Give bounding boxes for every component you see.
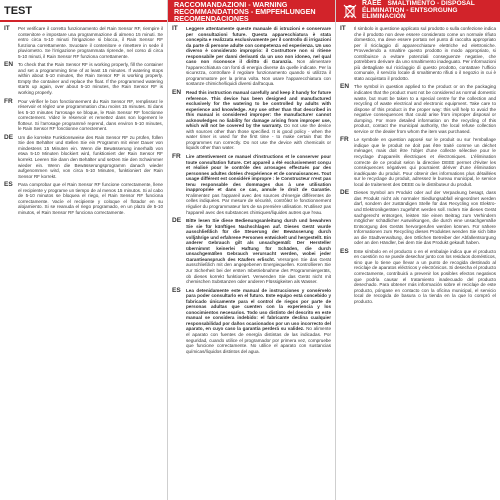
- test-entry-it: [4, 26, 163, 59]
- paragraph: [186, 90, 331, 151]
- paragraph: Per verificare il corretto funzionamento del Rain Sensor RF, riempire il contenitore e impostare una programmazione di almeno 15 minuti. Se entro circa 5-10 minuti l'irrigazione si blocca, il Rain Sensor RF funziona correttamente. Svuotare il contenitore e rimettere in sede il pluviometro. Se l'irrigazione programmata riprende, nel corso di circa 5-10 minuti, il Rain Sensor RF funziona correttamente.: [18, 26, 163, 59]
- paragraph-bold: Lea detenidamente este manual de instrucciones y consérvelo para poder consultarlo en el futuro. Este equipo está concebido y fabricado únicamente para el control de riegos por parte de personas adultas que cuenten con la experiencia y los conocimientos necesarios. Todo uso distinto del descrito en este manual se considera indebido: el fabricante declina cualquier responsabilidad por daños ocasionados por un uso incorrecto del aparato, en cuyo caso la garantía perderá su validez.: [186, 287, 331, 332]
- warnings-body: [168, 22, 335, 354]
- paragraph: [186, 288, 331, 355]
- lang-code: FR: [4, 97, 13, 105]
- lang-code: ES: [172, 286, 181, 294]
- warnings-header: RACCOMANDAZIONI - WARNING RECOMMANDATIONS - EMPFEHLUNGEN RECOMENDACIONES: [168, 0, 335, 22]
- test-entry-fr: [4, 99, 163, 132]
- paragraph: Dieses Symbol am Produkt oder auf der Verpackung besagt, dass das Produkt nicht als normaler Siedlungsabfall eingeordnet werden darf, sondern der zuständigen Stelle für das Recycling von Elektro- und Elektronikgeräten zugeführt werden soll. Indem Sie dieses Gerät sachgerecht entsorgen, leisten Sie einen Beitrag zum Verhindern möglicher schädlicher Auswirkungen, die durch eine unsachgemäße Entsorgung des Geräts hervorgerufen werden können. Für nähere Informationen zum Recycling dieses Produktes wenden Sie sich bitte an die Stadtverwaltung, den örtlichen Betreiber der Abfallentsorgung oder an den Händler, bei dem Sie das Produkt gekauft haben.: [354, 190, 496, 246]
- lang-code: ES: [340, 247, 349, 255]
- paragraph: [186, 26, 331, 87]
- test-header: TEST: [0, 0, 167, 22]
- paragraph-normal: N'alimentez pas l'appareil avec des sources d'énergie différentes de celles indiquées. Par mesure de sécurité, contrôlez le fonctionnement régulier du programmateur lors de sa première utilisation. N'utilisez pas l'appareil avec des substances chimiques/liquides autres que l'eau.: [186, 192, 331, 215]
- warn-entry-de: [172, 218, 331, 285]
- paragraph: The symbol in question applied to the product or on the packaging indicates that the product must not be considered as normal domestic waste, but must be taken to a special centre for the collection and recycling of waste electrical and electronic equipment. Take care to dispose of this product in the proper way: this will help to avoid the negative consequences that could arise from improper disposal or dumping. For more detailed information on the recycling of this product, contact the municipal authority, the local refuse collection service or the dealer from whom the item was purchased.: [354, 84, 496, 134]
- paragraph: Il simbolo in questione applicato sul prodotto o sulla confezione indica che il prodotto non deve essere considerato come un normale rifiuto domestico, ma deve essere portato nel punto di raccolta appropriato per il riciclaggio di apparecchiature elettriche ed elettroniche. Provvedendo a smaltire questo prodotto in modo appropriato, si contribuisce a evitare potenziali conseguenze negative, che potrebbero derivare da uno smaltimento inadeguato. Per informazioni più dettagliate sul riciclaggio di questo prodotto, contattare l'ufficio comunale, il servizio locale di smaltimento rifiuti o il negozio in cui è stato acquistato il prodotto.: [354, 26, 496, 81]
- lang-code: EN: [340, 83, 350, 91]
- warn-entry-es: [172, 288, 331, 355]
- lang-code: EN: [172, 89, 182, 97]
- raee-entry-it: [340, 26, 496, 81]
- raee-entry-es: [340, 249, 496, 304]
- lang-code: FR: [340, 136, 349, 144]
- disposal-title-text: SMALTIMENTO - DISPOSAL ÉLIMINATION - ENTSORGUNG ELIMINACIÓN: [362, 0, 475, 21]
- lang-code: IT: [4, 25, 10, 32]
- paragraph: Este símbolo en el producto o en el embalaje indica que el producto en cuestión no se puede desechar junto con los residuos domésticos, sino que lo tiene que llevar a un punto de recogida destinado al reciclaje de aparatos eléctricos y electrónicos. Si desecha el producto correctamente, contribuirá a prevenir los posibles efectos negativos que podría causar el tratamiento inadecuado del producto desechado. Para obtener más información sobre el reciclaje de este producto, póngase en contacto con la oficina municipal, el servicio local de recogida de basura o la tienda en la que lo compró el producto.: [354, 248, 496, 304]
- paragraph: Pour vérifier le bon fonctionnement du Rain Sensor RF, remplissez le réservoir et réglez une programmation d'au moins 15 minutes. Si dans les 5-10 minutes l'arrosage se bloque, le Rain Sensor RF fonctionne correctement. Videz le réservoir et remettez dans son logement le flotteur. Si l'arrosage programmé reprend, dans environ 5-10 minutes, le Rain Sensor RF fonctionne correctement.: [18, 98, 163, 132]
- paragraph-bold: Lire attentivement ce manuel d'instructions et le conserver pour toute consultation future. Cet appareil a été exclusivement conçu et réalisé pour le contrôle des arrosages effectués par des personnes adultes dotées d'expérience et de connaissances. Tout usage différent est considéré impropre : le Constructeur n'est pas tenu responsable des dommages dus à une utilisation inappropriée et dans ce cas, annule le droit de Garantie.: [186, 154, 331, 193]
- paragraph-bold: Bitte lesen Sie diese Bedienungsanleitung durch und bewahren Sie sie für künftiges Nachschlagen auf. Dieses Gerät wurde ausschließlich für die Steuerung der Bewässerung durch volljährige und erfahrene Personen entwickelt und hergestellt. Ein anderer Gebrauch gilt als unsachgemäß: Der Hersteller übernimmt keinerlei Haftung für Schäden, die durch unsachgemäßen Gebrauch verursacht werden, wobei jeder Garantieanspruch des Käufers erlischt.: [186, 218, 331, 262]
- lang-code: IT: [340, 25, 346, 32]
- paragraph: [186, 218, 331, 285]
- lang-code: DE: [340, 189, 350, 197]
- test-entry-de: [4, 135, 163, 179]
- warn-entry-it: [172, 26, 331, 87]
- paragraph-normal: Do not use the device with sources other than those specified. It is good policy - when the water timer is used for the first time - to make certain that the programmes run correctly. Do not use the device with chemicals or liquids other than water.: [186, 123, 332, 151]
- test-column: [0, 0, 168, 500]
- lang-code: EN: [4, 61, 14, 69]
- paragraph-normal: Versorgen Sie das Gerät ausschließlich mit den angegebenen Energiequellen. Kontrollieren Sie zur Sicherheit bei der ersten Inbetriebnahme des Programmiergeräts, ob dieses korrekt funktioniert. Verwenden Sie das Gerät nicht mit chemischen Substanzen oder anderen Flüssigkeiten als Wasser.: [186, 256, 332, 285]
- paragraph-bold: Leggere attentamente queste manuale di istruzioni e conservare per consultazioni future. Questa apparecchiatura è stata concepita e realizzata esclusivamente per il controllo di irrigazioni da parte di persone adulte con competenza ed esperienza. Un uso diverso è considerato improprio: il Costruttore non si ritiene responsabile per danni derivanti da un uso non idoneo, nel qual caso non riconosce il diritto di Garanzia.: [186, 26, 331, 65]
- paragraph-normal: No alimente el aparato con fuentes de energía distintas de las indicadas. Por seguridad, cuando utilice el programador por primera vez, compruebe que funcione correctamente. No utilice el aparato con sustancias químicas/líquidos distintos del agua.: [186, 326, 331, 354]
- paragraph: [186, 154, 331, 215]
- paragraph-bold: Read this instruction manual carefully and keep it handy for future reference. This device has been designed and manufactured exclusively for the watering to be controlled by adults with experience and knowledge. Any use other than that described in this manual is considered improper: the manufacturer cannot acknowledges no liability for damage arising from improper use, which will not be covered by the warranty.: [186, 90, 331, 129]
- disposal-body: [336, 22, 500, 304]
- paragraph: To check that the Rain Sensor RF is working properly, fill the container and set a programming time of at least 15 minutes. If watering stops within about 5-10 minutes, the Rain Sensor RF is working properly. Empty the container and replace the float. If the programmed watering starts up again, over about 5-10 minutes, the Rain Sensor RF is working properly.: [18, 62, 163, 96]
- warnings-column: [168, 0, 336, 500]
- raee-entry-de: [340, 190, 496, 245]
- crossed-bin-icon: [342, 3, 358, 19]
- lang-code: DE: [172, 217, 182, 225]
- paragraph: Um die korrekte Funktionsweise des Rain Sensor RF zu prüfen, füllen Sie den Behälter und stellen Sie ein Programm mit einer Dauer von mindestens 15 Minuten ein. Wenn die Bewässerung innerhalb von etwa 5-10 Minuten blockiert wird, funktioniert der Rain Sensor RF korrekt. Leeren Sie dann den Behälter und setzen Sie den Schwimmer wieder ein. Wenn die Bewässerungsprogramm danach wieder aufgenommen wird, von circa 5-10 Minuten, funktioniert der Rain Sensor RF korrekt.: [18, 134, 163, 179]
- paragraph-normal: Non alimentare l'apparecchiatura con fonti di energia diverse da quelle indicate. Per la sicurezza, controllare il regolare funzionamento quando si utilizza il programmatore per la prima volta. Non usare l'apparecchiatura con sostanze chimiche/liquidi diversi dall'acqua.: [186, 59, 332, 87]
- paragraph: Para comprobar que el Rain Sensor RF funcione correctamente, llene el recipiente y programe un tiempo de al menos 15 minutos. Si al cabo de 5-10 minutos se bloquea el riego, el Rain Sensor RF funciona correctamente. Vacíe el recipiente y coloque el flotador en su alojamiento. Si se reanuda el riego programado, en un plazo de 5-10 minutos, el Rain Sensor RF funciona correctamente.: [18, 182, 163, 215]
- lang-code: IT: [172, 25, 178, 32]
- disposal-column: [336, 0, 500, 500]
- raee-entry-fr: [340, 137, 496, 187]
- lang-code: ES: [4, 181, 13, 189]
- warn-entry-en: [172, 90, 331, 151]
- test-entry-en: [4, 62, 163, 95]
- disposal-title: [362, 1, 494, 21]
- lang-code: FR: [172, 153, 181, 161]
- disposal-header: [336, 0, 500, 22]
- raee-code: RAEE: [362, 0, 382, 8]
- raee-entry-en: [340, 84, 496, 134]
- lang-code: DE: [4, 133, 14, 141]
- paragraph: Le symbole en question apposé sur le produit ou sur l'emballage indique que le produit ne doit pas être traité comme un déchet ménager, mais doit être l'objet d'une collecte sélective pour le recyclage d'appareils électriques et électroniques. L'élimination correcte de ce produit selon la directive DEEE permet d'éviter les conséquences négatives qui pourraient dériver d'une élimination inadéquate du produit. Pour obtenir des informations plus détaillées sur le recyclage du produit, adressez le bureau municipal, le service local de traitement des DEEE ou le distributeur du produit.: [354, 137, 496, 187]
- test-body: [0, 22, 167, 216]
- warn-entry-fr: [172, 154, 331, 215]
- test-entry-es: [4, 182, 163, 215]
